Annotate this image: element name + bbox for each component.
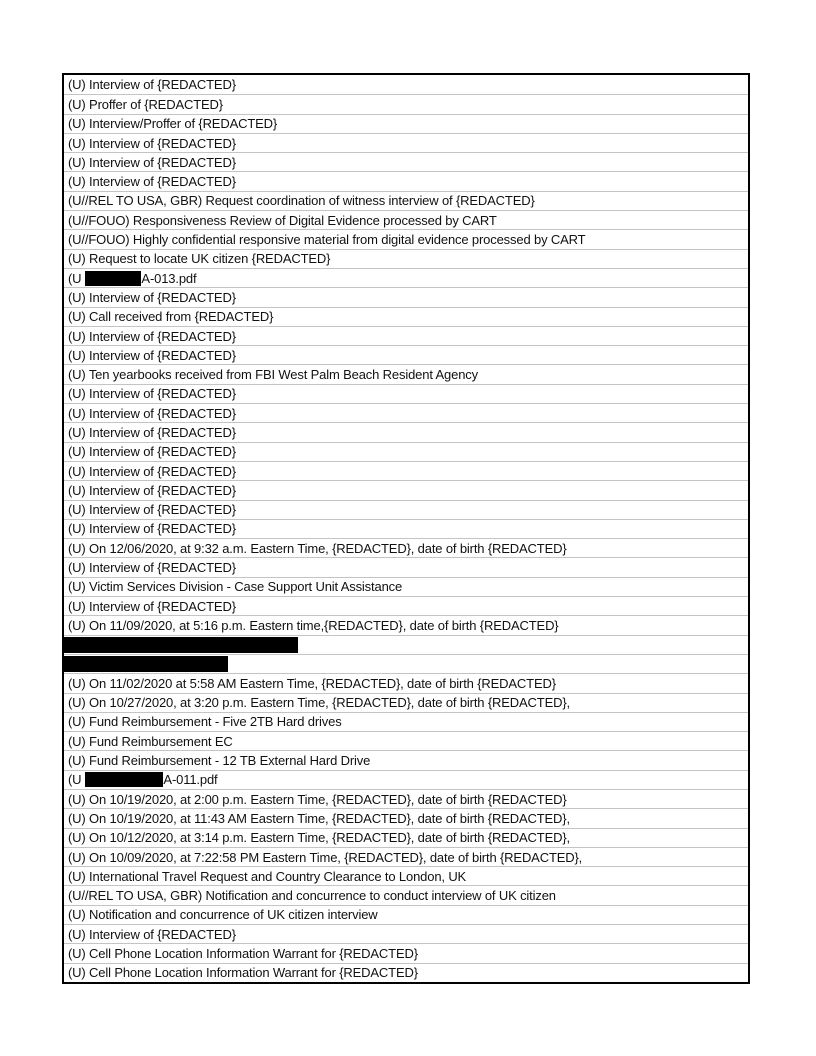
table-row	[64, 210, 748, 229]
entry-text: (U//REL TO USA, GBR) Request coordination of witness interview of {REDACTED}	[68, 193, 535, 209]
entry-text-prefix: (U	[68, 270, 82, 286]
table-row	[64, 384, 748, 403]
table-row	[64, 268, 748, 287]
table-row	[64, 422, 748, 441]
entry-text: (U//FOUO) Highly confidential responsive material from digital evidence processed by CART	[68, 232, 586, 248]
redaction-bar	[64, 656, 228, 672]
table-row	[64, 364, 748, 383]
entry-text: (U) Interview of {REDACTED}	[68, 482, 236, 498]
table-row	[64, 943, 748, 962]
table-row	[64, 905, 748, 924]
entry-text: (U) Cell Phone Location Information Warrant for {REDACTED}	[68, 965, 418, 981]
table-row	[64, 114, 748, 133]
table-row	[64, 326, 748, 345]
table-row	[64, 828, 748, 847]
table-row	[64, 924, 748, 943]
table-row	[64, 577, 748, 596]
table-row	[64, 191, 748, 210]
table-row	[64, 229, 748, 248]
table-row	[64, 133, 748, 152]
entry-text: (U) Victim Services Division - Case Support Unit Assistance	[68, 579, 403, 595]
entry-text: (U) Interview/Proffer of {REDACTED}	[68, 116, 278, 132]
table-row	[64, 615, 748, 634]
entry-text: (U) Fund Reimbursement - Five 2TB Hard drives	[68, 714, 342, 730]
redaction-bar	[64, 637, 298, 653]
entry-text: (U//FOUO) Responsiveness Review of Digital Evidence processed by CART	[68, 212, 497, 228]
table-row	[64, 519, 748, 538]
table-row	[64, 712, 748, 731]
table-row	[64, 287, 748, 306]
entry-text: (U) Interview of {REDACTED}	[68, 405, 236, 421]
entry-text: (U) Interview of {REDACTED}	[68, 154, 236, 170]
entry-text-prefix: (U	[68, 772, 82, 788]
table-row	[64, 538, 748, 557]
entry-text: (U) Interview of {REDACTED}	[68, 347, 236, 363]
entry-text-suffix: A-013.pdf	[141, 270, 197, 286]
entry-text: (U) Interview of {REDACTED}	[68, 135, 236, 151]
table-row	[64, 866, 748, 885]
table-row	[64, 557, 748, 576]
table-row	[64, 596, 748, 615]
entry-text: (U) Interview of {REDACTED}	[68, 926, 236, 942]
entry-text: (U) Notification and concurrence of UK citizen interview	[68, 907, 378, 923]
redaction-bar	[85, 772, 163, 787]
table-row	[64, 731, 748, 750]
table-row	[64, 480, 748, 499]
entry-text: (U) Fund Reimbursement - 12 TB External Hard Drive	[68, 753, 371, 769]
table-row	[64, 673, 748, 692]
table-row	[64, 770, 748, 789]
entry-text: (U) Call received from {REDACTED}	[68, 309, 274, 325]
redaction-bar	[85, 271, 141, 286]
entry-text: (U) Cell Phone Location Information Warrant for {REDACTED}	[68, 946, 418, 961]
entry-text: (U) Interview of {REDACTED}	[68, 502, 236, 518]
entry-text-suffix: A-011.pdf	[163, 772, 218, 788]
table-row	[64, 885, 748, 904]
entry-text: (U) On 12/06/2020, at 9:32 a.m. Eastern Time, {REDACTED}, date of birth {REDACTED}	[68, 540, 567, 556]
table-row	[64, 249, 748, 268]
entry-text: (U) Interview of {REDACTED}	[68, 424, 236, 440]
table-row	[64, 152, 748, 171]
table-row	[64, 500, 748, 519]
entries-table	[62, 73, 750, 984]
table-row	[64, 442, 748, 461]
entry-text: (U) On 10/09/2020, at 7:22:58 PM Eastern Time, {REDACTED}, date of birth {REDACTED},	[68, 849, 583, 865]
entry-text: (U) Interview of {REDACTED}	[68, 174, 236, 190]
entry-text: (U) Proffer of {REDACTED}	[68, 96, 223, 112]
table-row	[64, 693, 748, 712]
entry-text: (U) Interview of {REDACTED}	[68, 386, 236, 402]
table-row	[64, 75, 748, 94]
entry-text: (U) Interview of {REDACTED}	[68, 521, 236, 537]
entry-text: (U) Interview of {REDACTED}	[68, 560, 236, 576]
table-row	[64, 635, 748, 654]
table-row	[64, 963, 748, 982]
entry-text: (U) Interview of {REDACTED}	[68, 289, 236, 305]
entry-text: (U) Interview of {REDACTED}	[68, 463, 236, 479]
entry-text: (U) On 10/27/2020, at 3:20 p.m. Eastern Time, {REDACTED}, date of birth {REDACTED},	[68, 695, 571, 711]
entry-text: (U) Interview of {REDACTED}	[68, 598, 236, 614]
table-row	[64, 307, 748, 326]
table-row	[64, 789, 748, 808]
entry-text: (U//REL TO USA, GBR) Notification and concurrence to conduct interview of UK citizen	[68, 888, 556, 904]
table-row	[64, 847, 748, 866]
table-row	[64, 403, 748, 422]
entry-text: (U) On 11/02/2020 at 5:58 AM Eastern Time, {REDACTED}, date of birth {REDACTED}	[68, 675, 556, 691]
table-row	[64, 171, 748, 190]
entry-text: (U) Ten yearbooks received from FBI West Palm Beach Resident Agency	[68, 367, 478, 383]
entry-text: (U) On 11/09/2020, at 5:16 p.m. Eastern time,{REDACTED}, date of birth {REDACTED}	[68, 617, 559, 633]
entry-text: (U) Fund Reimbursement EC	[68, 733, 233, 749]
entry-text: (U) Interview of {REDACTED}	[68, 444, 236, 460]
table-row	[64, 654, 748, 673]
table-row	[64, 808, 748, 827]
entry-text: (U) On 10/19/2020, at 2:00 p.m. Eastern Time, {REDACTED}, date of birth {REDACTED}	[68, 791, 567, 807]
entry-text: (U) On 10/19/2020, at 11:43 AM Eastern Time, {REDACTED}, date of birth {REDACTED},	[68, 810, 570, 826]
entry-text: (U) International Travel Request and Country Clearance to London, UK	[68, 868, 467, 884]
table-row	[64, 461, 748, 480]
entry-text: (U) Interview of {REDACTED}	[68, 77, 236, 93]
entry-text: (U) Interview of {REDACTED}	[68, 328, 236, 344]
table-row	[64, 750, 748, 769]
table-row	[64, 345, 748, 364]
table-row	[64, 94, 748, 113]
entry-text: (U) Request to locate UK citizen {REDACTED}	[68, 251, 331, 267]
entry-text: (U) On 10/12/2020, at 3:14 p.m. Eastern Time, {REDACTED}, date of birth {REDACTED},	[68, 830, 571, 846]
